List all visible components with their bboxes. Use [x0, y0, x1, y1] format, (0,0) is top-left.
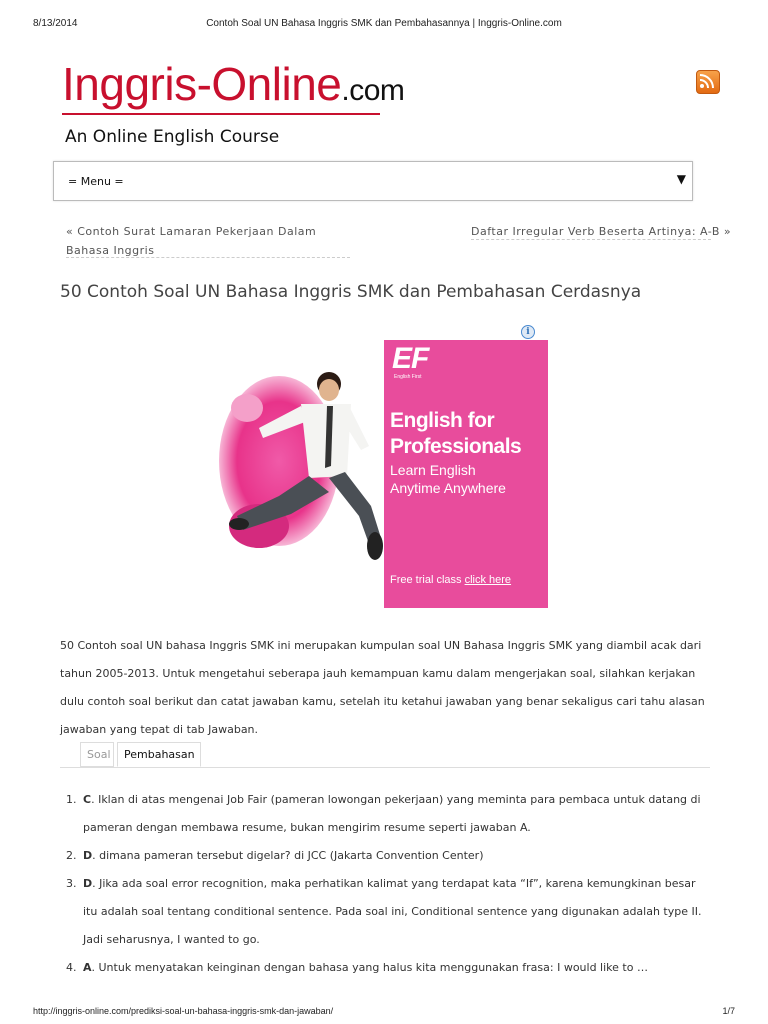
article-title: 50 Contoh Soal UN Bahasa Inggris SMK dan Pembahasan Cerdasnya [60, 282, 642, 302]
ad-photo-man-jumping [219, 366, 387, 576]
next-post-link[interactable]: Daftar Irregular Verb Beserta Artinya: A-B » [471, 225, 732, 238]
print-url: http://inggris-online.com/prediksi-soal-un-bahasa-inggris-smk-dan-jawaban/ [33, 1006, 334, 1016]
menu-select[interactable] [53, 161, 693, 201]
list-item: 1. C. Iklan di atas mengenai Job Fair (pameran lowongan pekerjaan) yang meminta para pembaca untuk datang di pameran dengan membawa resume, bukan mengirim resume seperti jawaban A. [66, 793, 701, 834]
ad-cta: Free trial class click here [390, 574, 512, 586]
list-item: 4. A. Untuk menyatakan keinginan dengan bahasa yang halus kita menggunakan frasa: I would like to … [66, 961, 648, 974]
next-post-underline [471, 239, 711, 240]
print-page-title: Contoh Soal UN Bahasa Inggris SMK dan Pembahasannya | Inggris-Online.com [206, 18, 562, 29]
rss-feed-icon[interactable] [696, 70, 720, 94]
tab-pembahasan[interactable]: Pembahasan [117, 742, 201, 767]
ad-info-icon[interactable]: i [521, 325, 535, 339]
ad-headline: English for Professionals [390, 409, 522, 458]
previous-post-underline [66, 257, 350, 258]
print-date: 8/13/2014 [33, 18, 78, 29]
tab-soal[interactable]: Soal [80, 742, 114, 767]
ad-panel [384, 340, 548, 608]
ef-advertisement[interactable] [219, 326, 549, 608]
ad-subheadline: Learn English Anytime Anywhere [390, 462, 506, 496]
ad-click-here-link[interactable]: click here [464, 574, 512, 586]
previous-post-link[interactable]: « Contoh Surat Lamaran Pekerjaan Dalam Bahasa Inggris [66, 225, 317, 257]
list-item: 2. D. dimana pameran tersebut digelar? di JCC (Jakarta Convention Center) [66, 849, 484, 862]
tabs-divider [60, 767, 710, 768]
ef-logo: EF English First [392, 342, 429, 380]
site-tagline: An Online English Course [65, 127, 280, 147]
chevron-down-icon: ▼ [676, 172, 686, 186]
answer-list [66, 786, 706, 982]
list-item: 3. D. Jika ada soal error recognition, maka perhatikan kalimat yang terdapat kata “If”, karena kemungkinan besar itu adalah soal tentang conditional sentence. Pada soal ini, Conditional sentence yang digunakan adalah type II. Jadi seharusnya, I wanted to go. [66, 877, 702, 946]
site-logo[interactable] [62, 60, 404, 147]
logo-wordmark: Inggris-Online.com [62, 58, 405, 110]
article-intro: 50 Contoh soal UN bahasa Inggris SMK ini merupakan kumpulan soal UN Bahasa Inggris SMK yang diambil acak dari tahun 2005-2013. Untuk mengetahui seberapa jauh kemampuan kamu dalam mengerjakan soal, silahkan kerjakan dulu contoh soal berikut dan catat jawaban kamu, setelah itu ketahui jawaban yang benar sekaligus cari tahu alasan jawaban yang tepat di tab Jawaban. [60, 639, 705, 736]
print-page-number: 1/7 [722, 1006, 735, 1016]
menu-label: = Menu = [68, 175, 124, 188]
